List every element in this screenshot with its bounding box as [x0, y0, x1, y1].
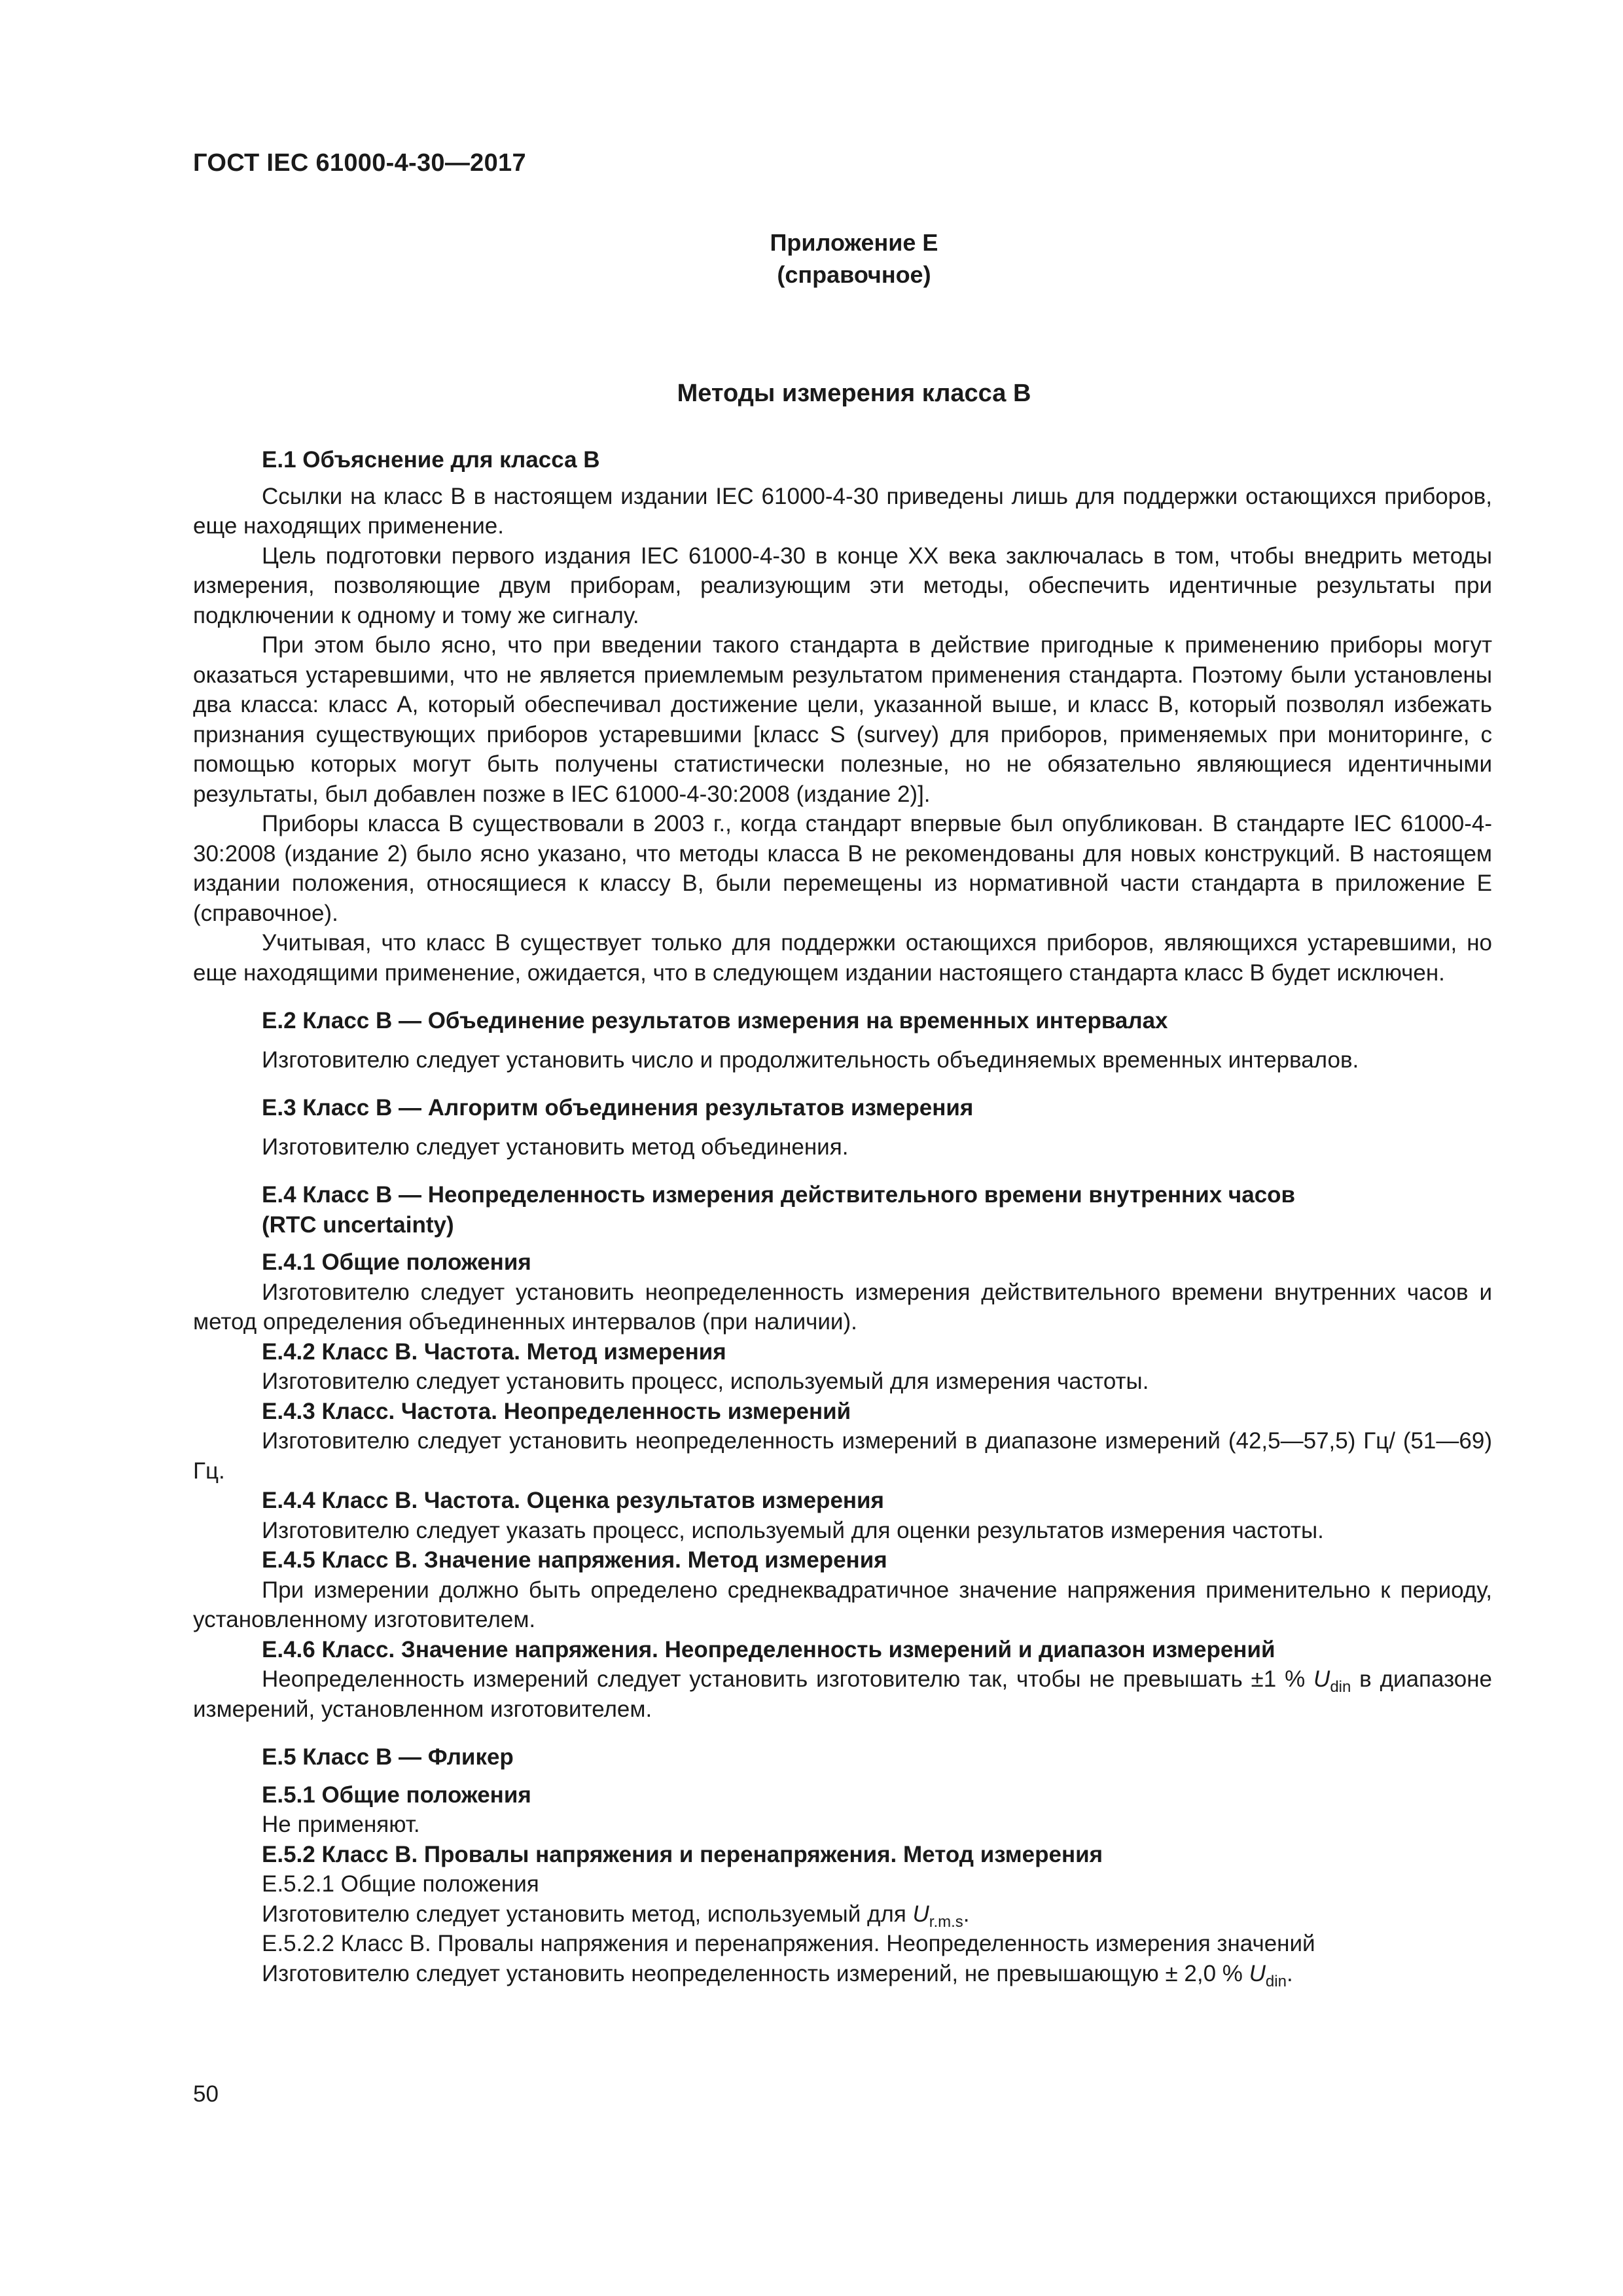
subscript: din [1330, 1678, 1351, 1696]
paragraph-with-formula: Изготовителю следует установить неопределенность измерений, не превышающую ± 2,0 % $U_{din}$. [262, 1960, 1293, 1990]
section-e1-heading: Е.1 Объяснение для класса В [262, 447, 600, 473]
paragraph: При измерении должно быть определено среднеквадратичное значение напряжения применительно к периоду, установленному изготовителем. [193, 1577, 1492, 1632]
section-e4-heading-line2: (RTC uncertainty) [262, 1211, 454, 1238]
paragraph: При этом было ясно, что при введении такого стандарта в действие пригодные к применению приборы могут оказаться устаревшими, что не является приемлемым результатом применения стандарта. Поэтому были установлены два класса: класс А, который обеспечивал достижение цели, указанной выше, и класс В, который позволял избежать признания существующих приборов устаревшими [класс S (survey) для приборов, применяемых при мониторинге, с помощью которых могут быть получены статистически полезные, но не обязательно являющиеся идентичными результаты, был добавлен позже в IEC 61000-4-30:2008 (издание 2)]. [193, 632, 1492, 807]
paragraph: Учитывая, что класс В существует только для поддержки остающихся приборов, являющихся устаревшими, но еще находящими применение, ожидается, что в следующем издании настоящего стандарта класс В будет исключен. [193, 930, 1492, 986]
paragraph: Изготовителю следует установить неопределенность измерения действительного времени внутренних часов и метод определения объединенных интервалов (при наличии). [193, 1279, 1492, 1335]
paragraph: Цель подготовки первого издания IEC 61000-4-30 в конце XX века заключалась в том, чтобы внедрить методы измерения, позволяющие двум приборам, реализующим эти методы, обеспечить идентичные результаты при подключении к одному и тому же сигналу. [193, 543, 1492, 628]
paragraph: Изготовителю следует установить неопределенность измерений в диапазоне измерений (42,5—57,5) Гц/ (51—69) Гц. [193, 1428, 1492, 1484]
section-e4-heading-line1: Е.4 Класс В — Неопределенность измерения действительного времени внутренних часов [262, 1182, 1296, 1208]
subsection-e44-heading: Е.4.4 Класс В. Частота. Оценка результатов измерения [262, 1488, 884, 1513]
paragraph: Ссылки на класс В в настоящем издании IEC 61000-4-30 приведены лишь для поддержки остающихся приборов, еще находящих применение. [193, 483, 1492, 539]
page-title: Методы измерения класса В [677, 380, 1031, 407]
subsection-e46-heading: Е.4.6 Класс. Значение напряжения. Неопределенность измерений и диапазон измерений [262, 1636, 1275, 1662]
paragraph-with-formula: Изготовителю следует установить метод, используемый для $U_{r.m.s}$. [262, 1901, 970, 1931]
paragraph: Не применяют. [262, 1812, 420, 1837]
subscript: din [1265, 1972, 1287, 1990]
standard-header: ГОСТ IEC 61000-4-30—2017 [193, 149, 526, 177]
subsection-e42-heading: Е.4.2 Класс В. Частота. Метод измерения [262, 1338, 726, 1365]
subsection-e45-heading: Е.4.5 Класс В. Значение напряжения. Метод измерения [262, 1547, 887, 1573]
subsection-e51-heading: Е.5.1 Общие положения [262, 1782, 531, 1808]
annex-title: Приложение Е [770, 229, 938, 256]
item-e522-title: Е.5.2.2 Класс В. Провалы напряжения и перенапряжения. Неопределенность измерения значений [262, 1931, 1315, 1956]
symbol-u: U [1249, 1960, 1266, 1986]
section-e4-heading [193, 1180, 1492, 1240]
symbol-u: U [1313, 1666, 1330, 1692]
paragraph: Изготовителю следует установить метод объединения. [262, 1134, 849, 1160]
paragraph-with-formula: Неопределенность измерений следует установить изготовителю так, чтобы не превышать ±1 % $U_{din}$ в диапазоне измерений, установленном изготовителем. [193, 1666, 1492, 1722]
section-e3-heading: Е.3 Класс В — Алгоритм объединения результатов измерения [262, 1095, 974, 1121]
subsection-e52-heading: Е.5.2 Класс В. Провалы напряжения и перенапряжения. Метод измерения [262, 1841, 1103, 1867]
subscript: r.m.s [929, 1912, 963, 1931]
paragraph: Приборы класса В существовали в 2003 г., когда стандарт впервые был опубликован. В стандарте IEC 61000-4-30:2008 (издание 2) было ясно указано, что методы класса В не рекомендованы для новых конструкций. В настоящем издании положения, относящиеся к классу В, были перемещены из нормативной части стандарта в приложение Е (справочное). [193, 811, 1492, 926]
symbol-u: U [912, 1901, 929, 1927]
annex-label [0, 226, 1623, 291]
subsection-e41-heading: Е.4.1 Общие положения [262, 1249, 531, 1275]
item-e521-title: Е.5.2.1 Общие положения [262, 1871, 539, 1897]
annex-status: (справочное) [777, 261, 931, 288]
page-number: 50 [193, 2081, 219, 2107]
paragraph: Изготовителю следует установить процесс, используемый для измерения частоты. [262, 1369, 1149, 1394]
document-body [193, 445, 1492, 1988]
paragraph: Изготовителю следует указать процесс, используемый для оценки результатов измерения частоты. [262, 1517, 1324, 1543]
paragraph: Изготовителю следует установить число и продолжительность объединяемых временных интервалов. [262, 1047, 1359, 1073]
section-e2-heading: Е.2 Класс В — Объединение результатов измерения на временных интервалах [262, 1008, 1168, 1033]
subsection-e43-heading: Е.4.3 Класс. Частота. Неопределенность измерений [262, 1398, 851, 1424]
section-e5-heading: Е.5 Класс В — Фликер [262, 1744, 514, 1770]
